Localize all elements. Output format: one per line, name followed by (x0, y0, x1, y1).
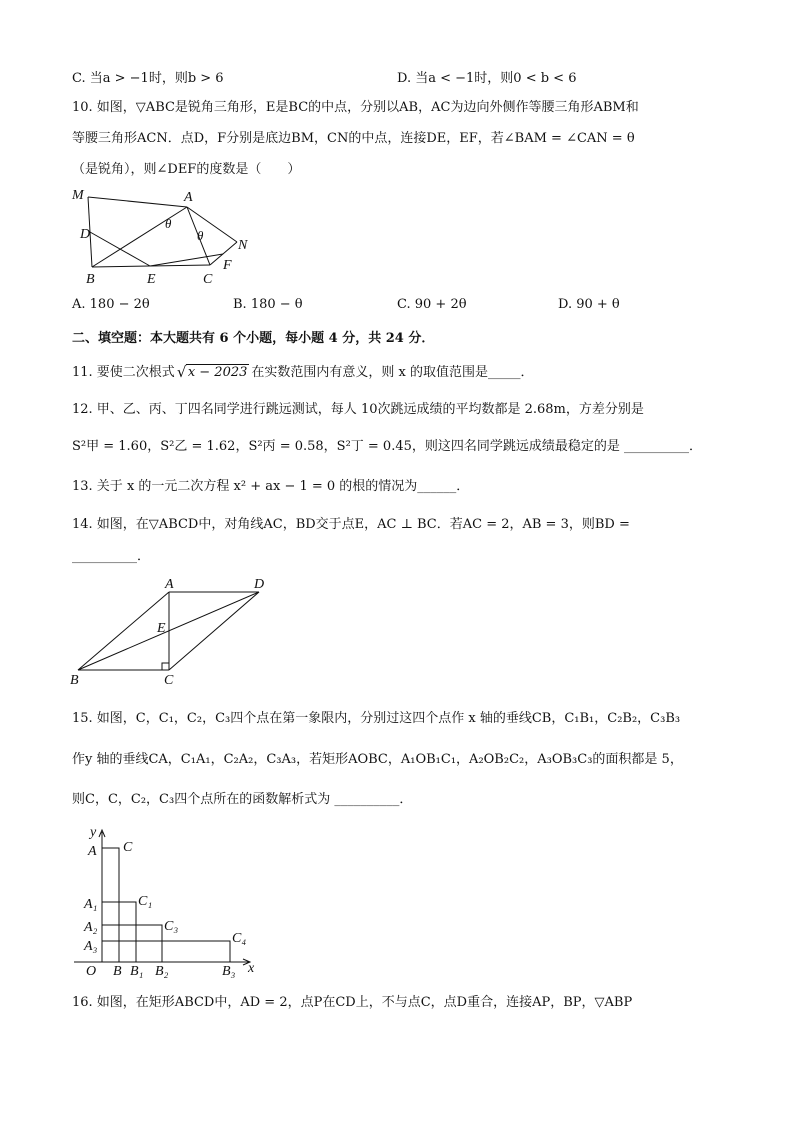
q9-option-d: D. 当a < −1时，则0 < b < 6 (397, 71, 577, 86)
q10-label-c: C (203, 272, 213, 287)
rect-a2ob2c2 (102, 925, 162, 962)
right-angle-marker-icon (162, 663, 169, 670)
q14-segment-ab (78, 592, 169, 670)
q11-sqrt (177, 364, 250, 382)
q11-prefix: 11. 要使二次根式 (72, 365, 175, 380)
q10-label-a: A (184, 190, 193, 205)
q10-segment-ab (92, 207, 187, 267)
q10-line-1: 10. 如图，▽ABC是锐角三角形，E是BC的中点，分别以AB，AC为边向外侧作等腰三角形ABM和 (72, 100, 639, 115)
q15-label-x: x (248, 961, 255, 976)
q14-label-c: C (164, 673, 174, 688)
q10-option-b: B. 180 − θ (233, 297, 303, 312)
q10-segment-ef (150, 254, 223, 266)
radical-sign-icon: √ (176, 363, 187, 381)
q10-option-d: D. 90 + θ (558, 297, 620, 312)
q10-label-f: F (223, 258, 232, 273)
q10-label-m: M (72, 188, 84, 203)
rect-aobc (102, 848, 119, 962)
q15-label-b: B (113, 964, 122, 979)
q10-label-n: N (238, 238, 248, 253)
q11-suffix: 在实数范围内有意义，则 x 的取值范围是_____． (251, 365, 534, 380)
q15-label-y: y (90, 825, 97, 840)
q12-line-1: 12. 甲、乙、丙、丁四名同学进行跳远测试，每人 10次跳远成绩的平均数都是 2.68m，方差分别是 (72, 402, 644, 417)
q12-line-2: S²甲 = 1.60，S²乙 = 1.62，S²丙 = 0.58，S²丁 = 0.45，则这四名同学跳远成绩最稳定的是 __________． (72, 439, 703, 454)
q10-label-theta-1: θ (165, 216, 172, 231)
q10-option-c: C. 90 + 2θ (397, 297, 467, 312)
q15-label-c3: C₃ (164, 919, 179, 934)
q15-label-b3: B₃ (222, 964, 236, 979)
q15-label-b1: B₁ (130, 964, 144, 979)
q16-line-1: 16. 如图，在矩形ABCD中，AD = 2，点P在CD上，不与点C，点D重合，连接AP，BP，▽ABP (72, 995, 633, 1010)
q15-label-o: O (86, 964, 97, 979)
q13-line: 13. 关于 x 的一元二次方程 x² + ax − 1 = 0 的根的情况为______． (72, 479, 470, 494)
q15-figure (70, 820, 270, 980)
q14-line-2: __________． (72, 549, 151, 564)
q15-line-2: 作y 轴的垂线CA，C₁A₁，C₂A₂，C₃A₃，若矩形AOBC，A₁OB₁C₁，A₂OB₂C₂，A₃OB₃C₃的面积都是 5， (72, 752, 683, 767)
q15-label-a1: A₁ (84, 897, 98, 912)
q10-segment-ma (88, 197, 187, 207)
q14-segment-cd (169, 592, 259, 670)
q10-option-a: A. 180 − 2θ (72, 297, 150, 312)
q15-label-c1: C₁ (138, 894, 153, 909)
q11-line (72, 364, 534, 382)
q15-label-a2: A₂ (84, 920, 98, 935)
rect-a3ob3c3 (102, 941, 230, 962)
q11-radicand: x − 2023 (187, 365, 248, 380)
q9-option-c: C. 当a > −1时，则b > 6 (72, 71, 224, 86)
q15-label-a3: A₃ (84, 939, 98, 954)
q15-line-3: 则C，C，C₂，C₃四个点所在的函数解析式为 __________． (72, 792, 413, 807)
q14-label-a: A (165, 577, 174, 592)
q14-label-b: B (70, 673, 79, 688)
q10-line-2: 等腰三角形ACN．点D，F分别是底边BM，CN的中点，连接DE，EF，若∠BAM = ∠CAN = θ (72, 131, 635, 146)
q14-label-d: D (254, 577, 265, 592)
section-2-heading: 二、填空题：本大题共有 6 个小题，每小题 4 分，共 24 分． (72, 331, 435, 346)
q15-line-1: 15. 如图，C，C₁，C₂，C₃四个点在第一象限内，分别过这四个点作 x 轴的垂线CB，C₁B₁，C₂B₂，C₃B₃ (72, 711, 681, 726)
q15-label-b2: B₂ (155, 964, 169, 979)
q14-figure (66, 574, 276, 690)
q14-label-e: E (157, 621, 166, 636)
q10-label-e: E (147, 272, 156, 287)
q10-label-b: B (86, 272, 95, 287)
q10-label-theta-2: θ (197, 228, 204, 243)
q10-segment-an (187, 207, 237, 242)
q15-label-c: C (123, 840, 133, 855)
q10-line-3: （是锐角），则∠DEF的度数是（ ） (72, 162, 301, 177)
q14-line-1: 14. 如图，在▽ABCD中，对角线AC，BD交于点E，AC ⊥ BC．若AC = 2，AB = 3，则BD = (72, 517, 630, 532)
q10-segment-de (90, 232, 150, 266)
q10-label-d: D (80, 227, 91, 242)
q15-label-c4: C₄ (232, 931, 247, 946)
q10-figure (70, 185, 260, 290)
q15-label-a: A (88, 844, 97, 859)
